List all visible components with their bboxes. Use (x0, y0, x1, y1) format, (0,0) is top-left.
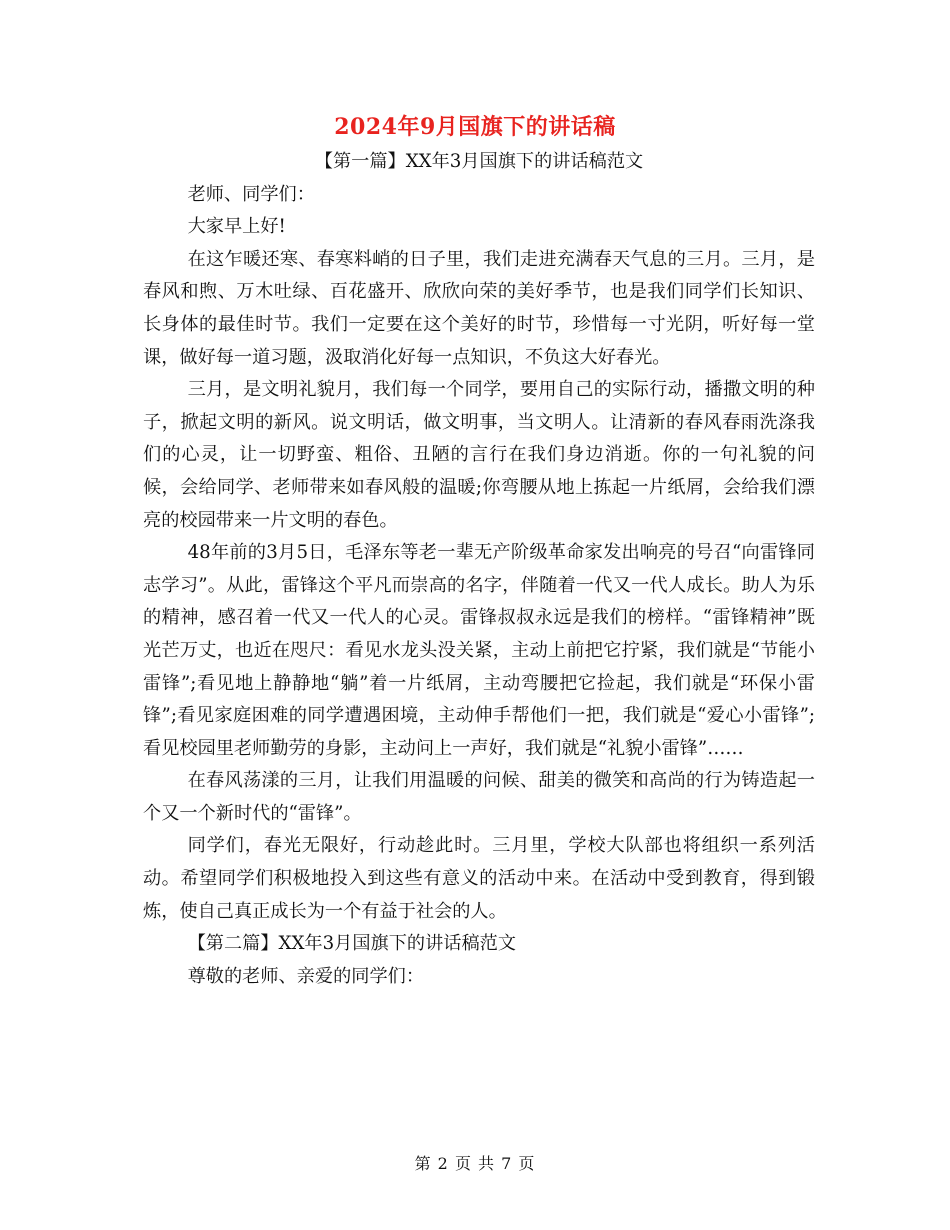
paragraph-civility-month: 三月，是文明礼貌月，我们每一个同学，要用自己的实际行动，播撒文明的种子，掀起文明的新风。说文明话，做文明事，当文明人。让清新的春风春雨洗涤我们的心灵，让一切野蛮、粗俗、丑陋的言行在我们身边消逝。你的一句礼貌的问候，会给同学、老师带来如春风般的温暖;你弯腰从地上拣起一片纸屑，会给我们漂亮的校园带来一片文明的春色。 (143, 379, 815, 531)
salutation: 老师、同学们： (187, 183, 315, 205)
page-number: 第 2 页 共 7 页 (414, 1154, 536, 1173)
paragraph-march-season: 在这乍暖还寒、春寒料峭的日子里，我们走进充满春天气息的三月。三月，是春风和煦、万木吐绿、百花盛开、欣欣向荣的美好季节，也是我们同学们长知识、长身体的最佳时节。我们一定要在这个美好的时节，珍惜每一寸光阴，听好每一堂课，做好每一道习题，汲取消化好每一点知识，不负这大好春光。 (143, 248, 815, 368)
paragraph-spring-call: 在春风荡漾的三月，让我们用温暖的问候、甜美的微笑和高尚的行为铸造起一个又一个新时代的“雷锋”。 (143, 770, 815, 824)
document-body (143, 146, 815, 993)
document-title: 2024年9月国旗下的讲话稿 (334, 114, 616, 140)
paragraph-lei-feng: 48年前的3月5日，毛泽东等老一辈无产阶级革命家发出响亮的号召“向雷锋同志学习”。从此，雷锋这个平凡而崇高的名字，伴随着一代又一代人成长。助人为乐的精神，感召着一代又一代人的心灵。雷锋叔叔永远是我们的榜样。“雷锋精神”既光芒万丈，也近在咫尺：看见水龙头没关紧，主动上前把它拧紧，我们就是“节能小雷锋”;看见地上静静地“躺”着一片纸屑，主动弯腰把它捡起，我们就是“环保小雷锋”;看见家庭困难的同学遭遇困境，主动伸手帮他们一把，我们就是“爱心小雷锋”;看见校园里老师勤劳的身影，主动问上一声好，我们就是“礼貌小雷锋”…… (143, 542, 815, 759)
section-heading-2: 【第二篇】XX年3月国旗下的讲话稿范文 (187, 933, 517, 955)
section-heading-1: 【第一篇】XX年3月国旗下的讲话稿范文 (314, 151, 644, 172)
section-2-greeting: 尊敬的老师、亲爱的同学们： (187, 965, 425, 987)
greeting: 大家早上好! (187, 216, 286, 238)
paragraph-activities: 同学们，春光无限好，行动趁此时。三月里，学校大队部也将组织一系列活动。希望同学们积极地投入到这些有意义的活动中来。在活动中受到教育，得到锻炼，使自己真正成长为一个有益于社会的人。 (143, 835, 815, 922)
